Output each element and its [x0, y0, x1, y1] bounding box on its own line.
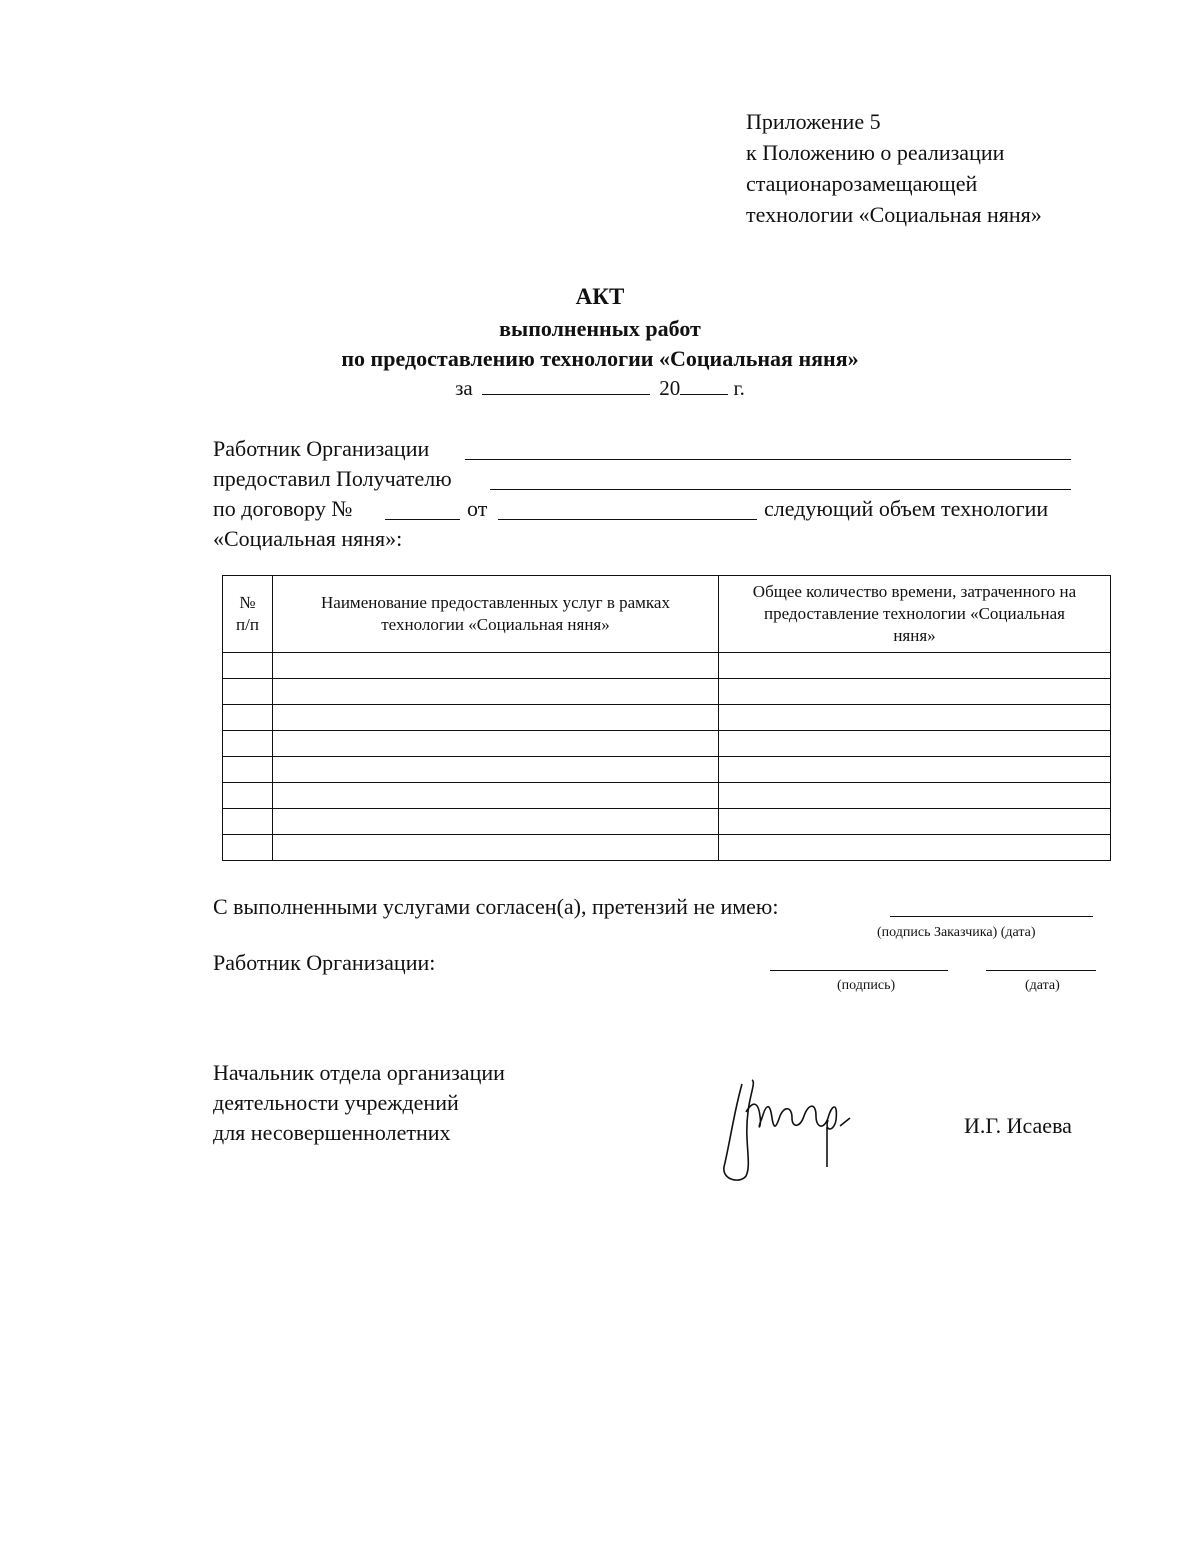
header-service-name: Наименование предоставленных услуг в рамках технологии «Социальная няня»	[273, 576, 719, 653]
contract-line	[213, 496, 352, 522]
appendix-line-2: к Положению о реализации	[746, 140, 1005, 165]
cell-time[interactable]	[719, 679, 1111, 705]
appendix-line-1: Приложение 5	[746, 109, 881, 134]
signatory-line-1: Начальник отдела организации	[213, 1060, 505, 1085]
table-row	[223, 757, 1111, 783]
table-row	[223, 835, 1111, 861]
signatory-line-2: деятельности учреждений	[213, 1090, 459, 1115]
customer-signature-field[interactable]	[890, 916, 1093, 917]
header-total-time: Общее количество времени, затраченного на предоставление технологии «Социальная няня»	[719, 576, 1111, 653]
table-row	[223, 783, 1111, 809]
recipient-line	[213, 466, 452, 492]
worker-date-field[interactable]	[986, 970, 1096, 971]
signatory-title	[213, 1058, 505, 1148]
cell-service[interactable]	[273, 731, 719, 757]
cell-service[interactable]	[273, 705, 719, 731]
document-title: АКТ	[575, 284, 625, 309]
recipient-label: предоставил Получателю	[213, 466, 452, 491]
cell-service[interactable]	[273, 783, 719, 809]
appendix-line-3: стационарозамещающей	[746, 171, 978, 196]
contract-number-field[interactable]	[385, 519, 460, 520]
contract-date-field[interactable]	[498, 519, 757, 520]
period-year-prefix: 20	[659, 376, 681, 400]
cell-time[interactable]	[719, 653, 1111, 679]
worker-org-label: Работник Организации	[213, 436, 430, 461]
cell-number[interactable]	[223, 809, 273, 835]
signatory-name: И.Г. Исаева	[964, 1113, 1072, 1138]
recipient-field[interactable]	[490, 489, 1071, 490]
technology-label: «Социальная няня»:	[213, 526, 403, 551]
agreement-text: С выполненными услугами согласен(а), претензий не имею:	[213, 894, 779, 919]
cell-number[interactable]	[223, 731, 273, 757]
period-year-suffix: г.	[733, 376, 745, 400]
worker-signature-field[interactable]	[770, 970, 948, 971]
cell-time[interactable]	[719, 835, 1111, 861]
worker-signature-label: Работник Организации:	[213, 950, 436, 975]
cell-service[interactable]	[273, 757, 719, 783]
table-row	[223, 731, 1111, 757]
following-volume-label: следующий объем технологии	[764, 496, 1049, 521]
worker-org-line	[213, 436, 429, 462]
cell-number[interactable]	[223, 705, 273, 731]
period-month-field[interactable]	[482, 376, 650, 395]
cell-time[interactable]	[719, 731, 1111, 757]
services-table	[222, 575, 1111, 861]
period-line	[0, 376, 1200, 401]
table-row	[223, 809, 1111, 835]
table-row	[223, 705, 1111, 731]
period-year-field[interactable]	[680, 376, 728, 395]
cell-number[interactable]	[223, 783, 273, 809]
cell-number[interactable]	[223, 653, 273, 679]
header-number: № п/п	[223, 576, 273, 653]
cell-number[interactable]	[223, 757, 273, 783]
document-subtitle-2: по предоставлению технологии «Социальная няня»	[341, 346, 859, 371]
cell-service[interactable]	[273, 679, 719, 705]
cell-number[interactable]	[223, 679, 273, 705]
worker-date-caption: (дата)	[1025, 978, 1060, 993]
worker-signature-caption: (подпись)	[837, 978, 896, 993]
table-header-row	[223, 576, 1111, 653]
cell-time[interactable]	[719, 705, 1111, 731]
period-prefix: за	[455, 376, 473, 400]
cell-time[interactable]	[719, 783, 1111, 809]
table-row	[223, 653, 1111, 679]
cell-time[interactable]	[719, 757, 1111, 783]
handwritten-signature	[712, 1072, 862, 1190]
customer-signature-caption: (подпись Заказчика) (дата)	[877, 925, 1036, 940]
appendix-line-4: технологии «Социальная няня»	[746, 202, 1042, 227]
document-subtitle: выполненных работ	[499, 316, 701, 341]
cell-service[interactable]	[273, 653, 719, 679]
cell-number[interactable]	[223, 835, 273, 861]
contract-from-label: от	[467, 496, 488, 521]
cell-time[interactable]	[719, 809, 1111, 835]
appendix-header	[746, 106, 1042, 230]
table-row	[223, 679, 1111, 705]
worker-org-field[interactable]	[465, 459, 1071, 460]
cell-service[interactable]	[273, 809, 719, 835]
cell-service[interactable]	[273, 835, 719, 861]
contract-label: по договору №	[213, 496, 353, 521]
signatory-line-3: для несовершеннолетних	[213, 1120, 451, 1145]
